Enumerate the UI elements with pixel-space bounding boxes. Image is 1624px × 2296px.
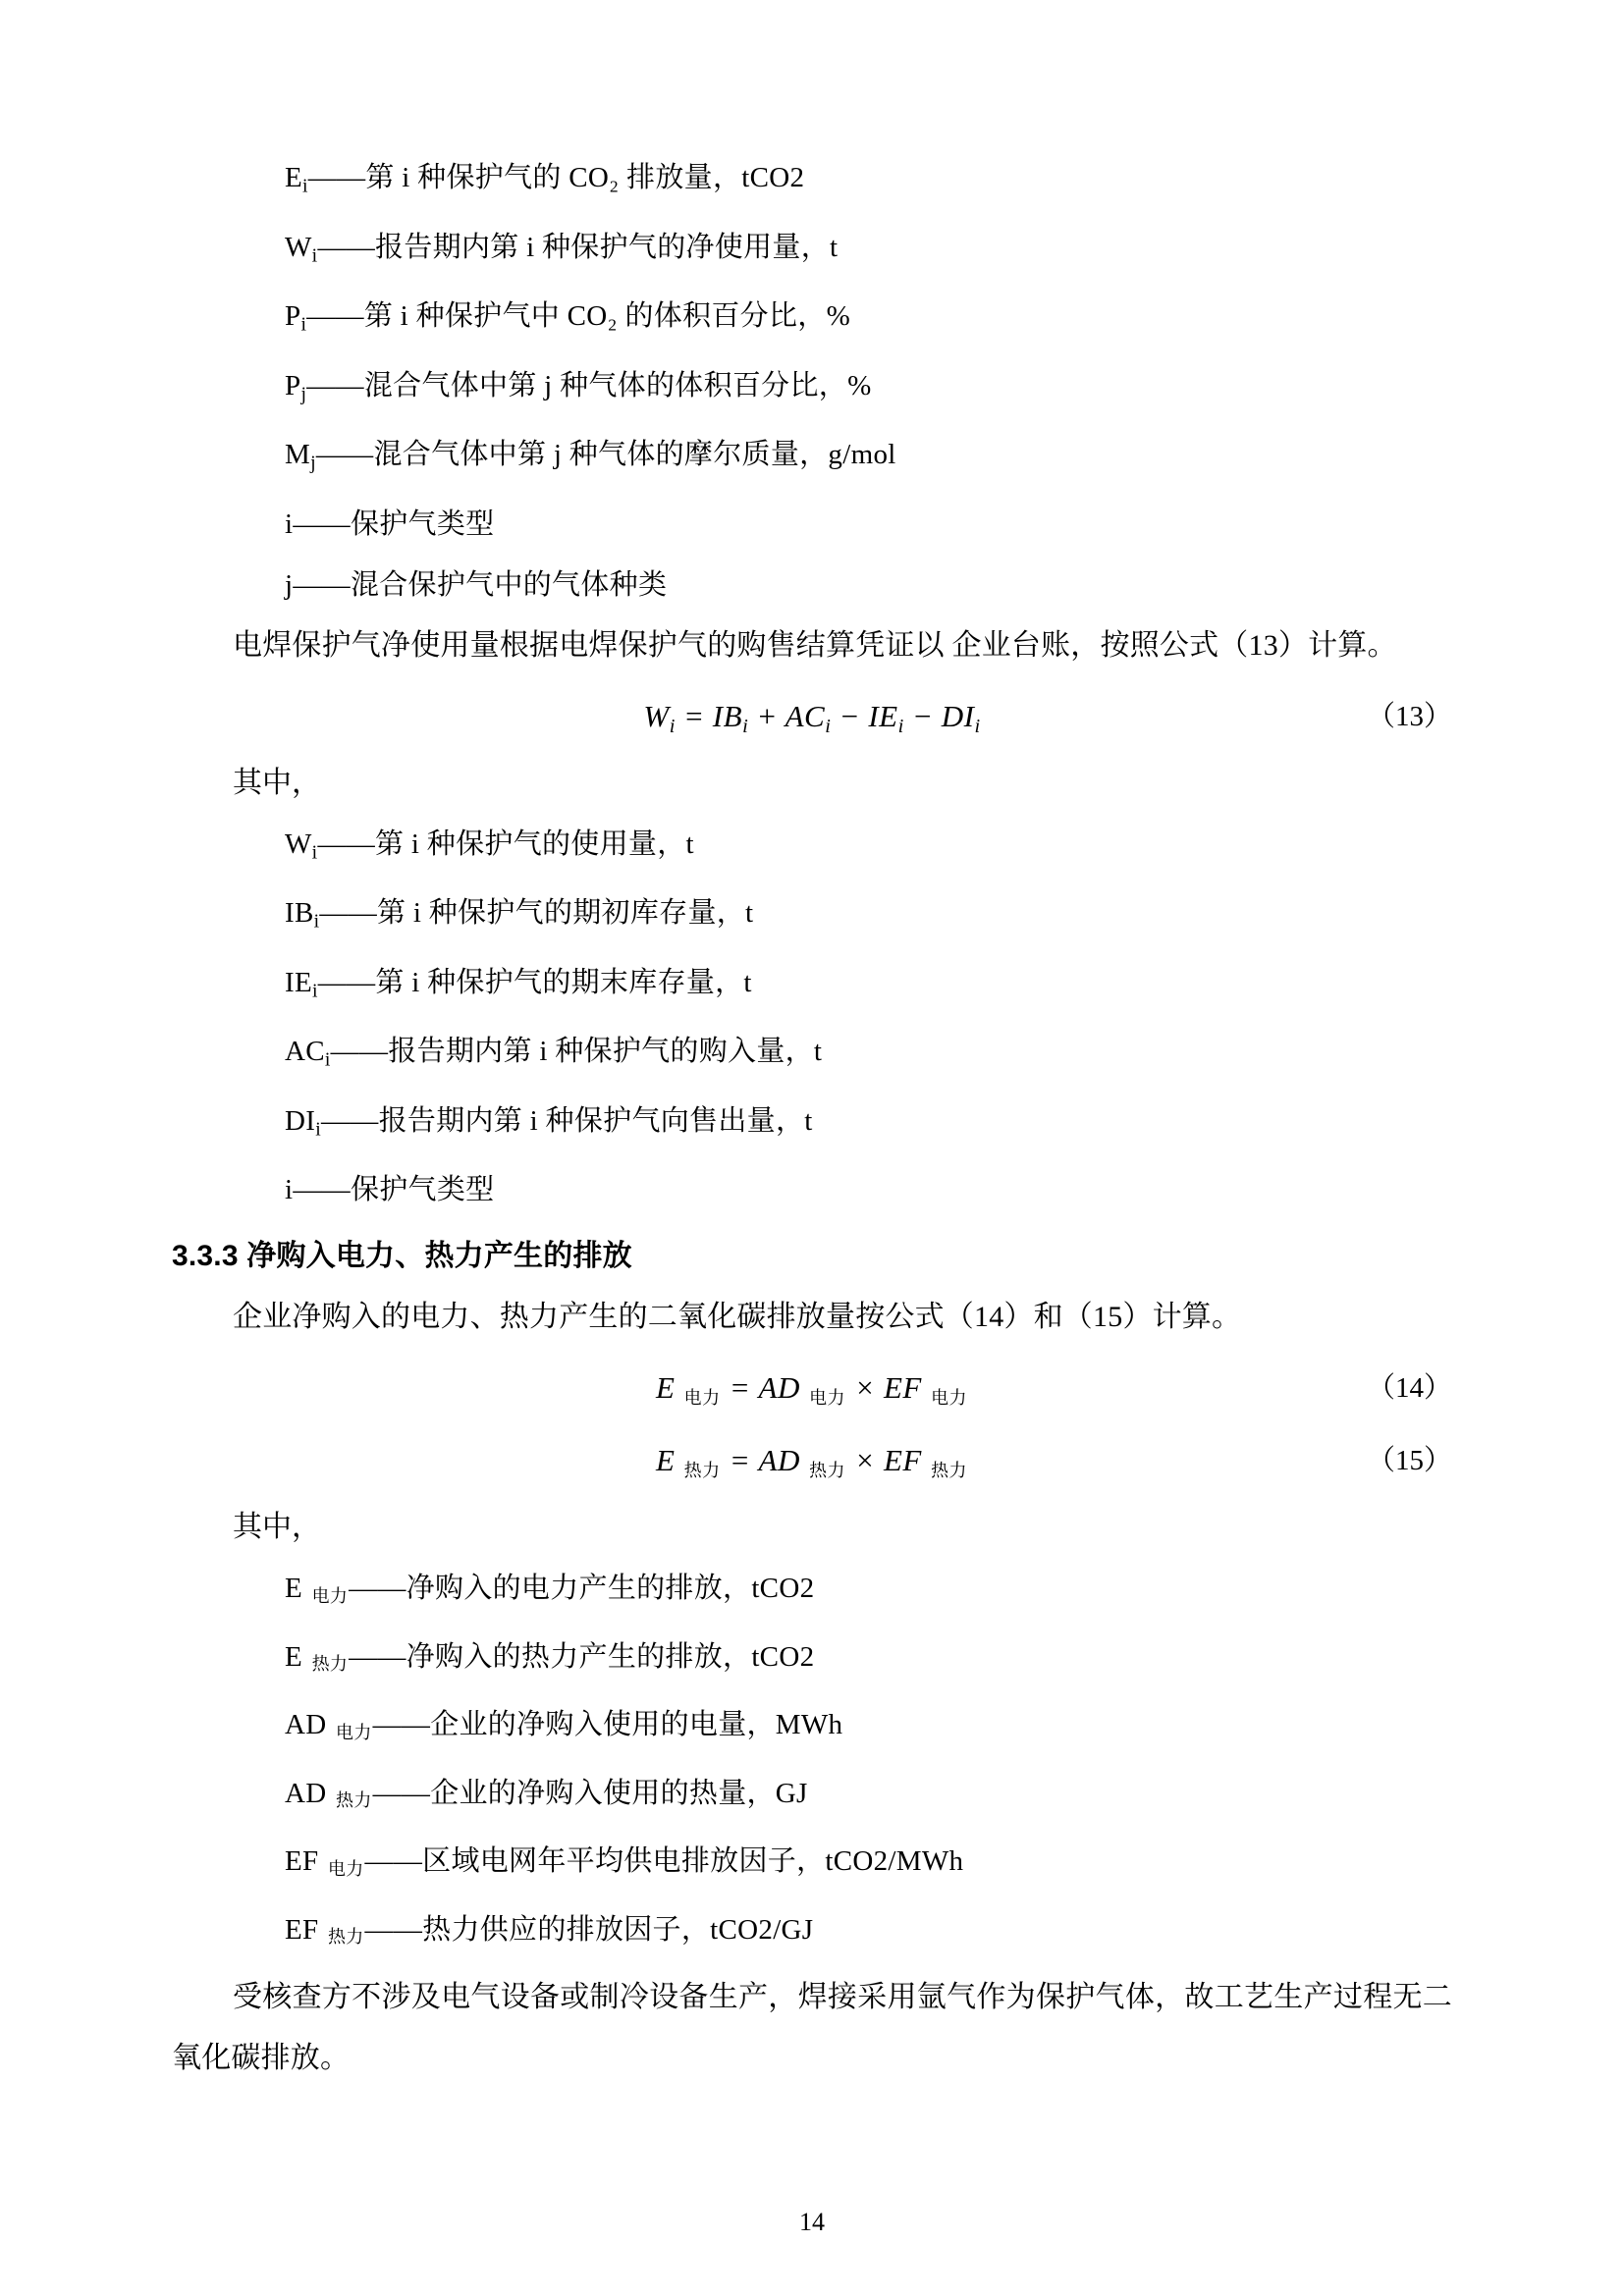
definition-line xyxy=(285,1091,1452,1160)
definition-line xyxy=(285,217,1452,287)
definition-line xyxy=(285,1831,1452,1898)
definition-line xyxy=(285,814,1452,883)
definition-text: ——第 i 种保护气中 CO₂ 的体积百分比，% xyxy=(306,300,851,333)
definition-symbol: j xyxy=(285,568,294,601)
definition-symbol: $W_i$ xyxy=(285,828,318,864)
definition-text: ——混合气体中第 j 种气体的体积百分比，% xyxy=(306,369,872,401)
definition-text: ——热力供应的排放因子，tCO2/GJ xyxy=(364,1913,814,1946)
definition-line xyxy=(285,1694,1452,1762)
definition-text: ——报告期内第 i 种保护气的购入量，t xyxy=(330,1036,823,1068)
definition-line xyxy=(285,555,1452,615)
definition-symbol: $IB_i$ xyxy=(285,897,320,933)
definition-symbol: E 电力 xyxy=(285,1573,349,1606)
definition-symbol: $AC_i$ xyxy=(285,1036,331,1071)
definition-text: ——企业的净购入使用的热量，GJ xyxy=(372,1777,808,1809)
definition-symbol: $DI_i$ xyxy=(285,1104,321,1141)
definition-line xyxy=(285,1159,1452,1220)
formula-15-number: （15） xyxy=(1366,1445,1452,1477)
definition-text: ——区域电网年平均供电排放因子，tCO2/MWh xyxy=(364,1845,964,1878)
definition-text: ——混合气体中第 j 种气体的摩尔质量，g/mol xyxy=(315,439,896,471)
definition-line xyxy=(285,1558,1452,1626)
definition-text: ——第 i 种保护气的期末库存量，t xyxy=(317,966,752,998)
definition-symbol: $P_j$ xyxy=(285,369,307,405)
formula-13-number: （13） xyxy=(1366,700,1452,732)
definition-line xyxy=(285,286,1452,355)
body-paragraph: 企业净购入的电力、热力产生的二氧化碳排放量按公式（14）和（15）计算。 xyxy=(233,1301,1242,1334)
definition-symbol: $M_j$ xyxy=(285,439,316,474)
definition-text: ——保护气类型 xyxy=(293,507,495,540)
definition-text: ——企业的净购入使用的电量，MWh xyxy=(372,1709,843,1741)
formula-15: E 热力 = AD 热力 × EF 热力 xyxy=(655,1443,968,1480)
definition-text: ——报告期内第 i 种保护气的净使用量，t xyxy=(317,231,839,263)
qizhong-label-2: 其中， xyxy=(233,1511,321,1544)
definition-symbol: AD 电力 xyxy=(285,1709,372,1742)
definition-line xyxy=(285,147,1452,217)
definition-text: ——第 i 种保护气的 CO₂ 排放量，tCO2 xyxy=(307,162,805,193)
definition-text: ——第 i 种保护气的期初库存量，t xyxy=(319,897,754,930)
body-paragraph: 受核查方不涉及电气设备或制冷设备生产，焊接采用氩气作为保护气体，故工艺生产过程无二氧化碳排放。 xyxy=(172,1981,1452,2075)
definition-symbol: i xyxy=(285,1174,294,1206)
definition-text: ——保护气类型 xyxy=(293,1174,495,1206)
definition-symbol: AD 热力 xyxy=(285,1777,372,1811)
definition-line xyxy=(285,1763,1452,1831)
page-number: 14 xyxy=(799,2208,825,2236)
body-paragraph: 电焊保护气净使用量根据电焊保护气的购售结算凭证以 企业台账，按照公式（13）计算。 xyxy=(233,628,1397,662)
definition-symbol: $W_i$ xyxy=(285,231,318,267)
formula-14-row xyxy=(172,1356,1452,1420)
definition-symbol: i xyxy=(285,507,294,540)
definition-text: ——报告期内第 i 种保护气向售出量，t xyxy=(320,1104,813,1137)
definition-line xyxy=(285,1899,1452,1967)
definition-line xyxy=(285,952,1452,1022)
formula-13: Wi = IBi + ACi − IEi − DIi xyxy=(643,698,981,737)
definition-text: ——净购入的热力产生的排放，tCO2 xyxy=(349,1640,815,1673)
definition-symbol: $IE_i$ xyxy=(285,966,318,1002)
definition-line xyxy=(285,494,1452,555)
definition-symbol: EF 热力 xyxy=(285,1913,364,1948)
section-heading-333: 3.3.3 净购入电力、热力产生的排放 xyxy=(172,1240,632,1273)
qizhong-label-1: 其中， xyxy=(233,766,321,799)
definition-line xyxy=(285,882,1452,952)
definition-text: ——第 i 种保护气的使用量，t xyxy=(317,828,694,860)
definition-symbol: EF 电力 xyxy=(285,1845,364,1879)
formula-15-row xyxy=(172,1428,1452,1493)
definition-symbol: E 热力 xyxy=(285,1640,349,1675)
formula-14-number: （14） xyxy=(1366,1372,1452,1405)
definition-line xyxy=(285,355,1452,425)
definition-text: ——净购入的电力产生的排放，tCO2 xyxy=(349,1573,815,1605)
page-content xyxy=(172,147,1452,2089)
formula-13-row xyxy=(172,684,1452,749)
definition-line xyxy=(285,1627,1452,1694)
definition-line xyxy=(285,424,1452,494)
definition-symbol: $E_i$ xyxy=(285,162,308,197)
formula-14: E 电力 = AD 电力 × EF 电力 xyxy=(655,1370,968,1408)
definition-text: ——混合保护气中的气体种类 xyxy=(293,568,668,601)
definition-line xyxy=(285,1021,1452,1091)
definition-symbol: $P_i$ xyxy=(285,300,307,336)
